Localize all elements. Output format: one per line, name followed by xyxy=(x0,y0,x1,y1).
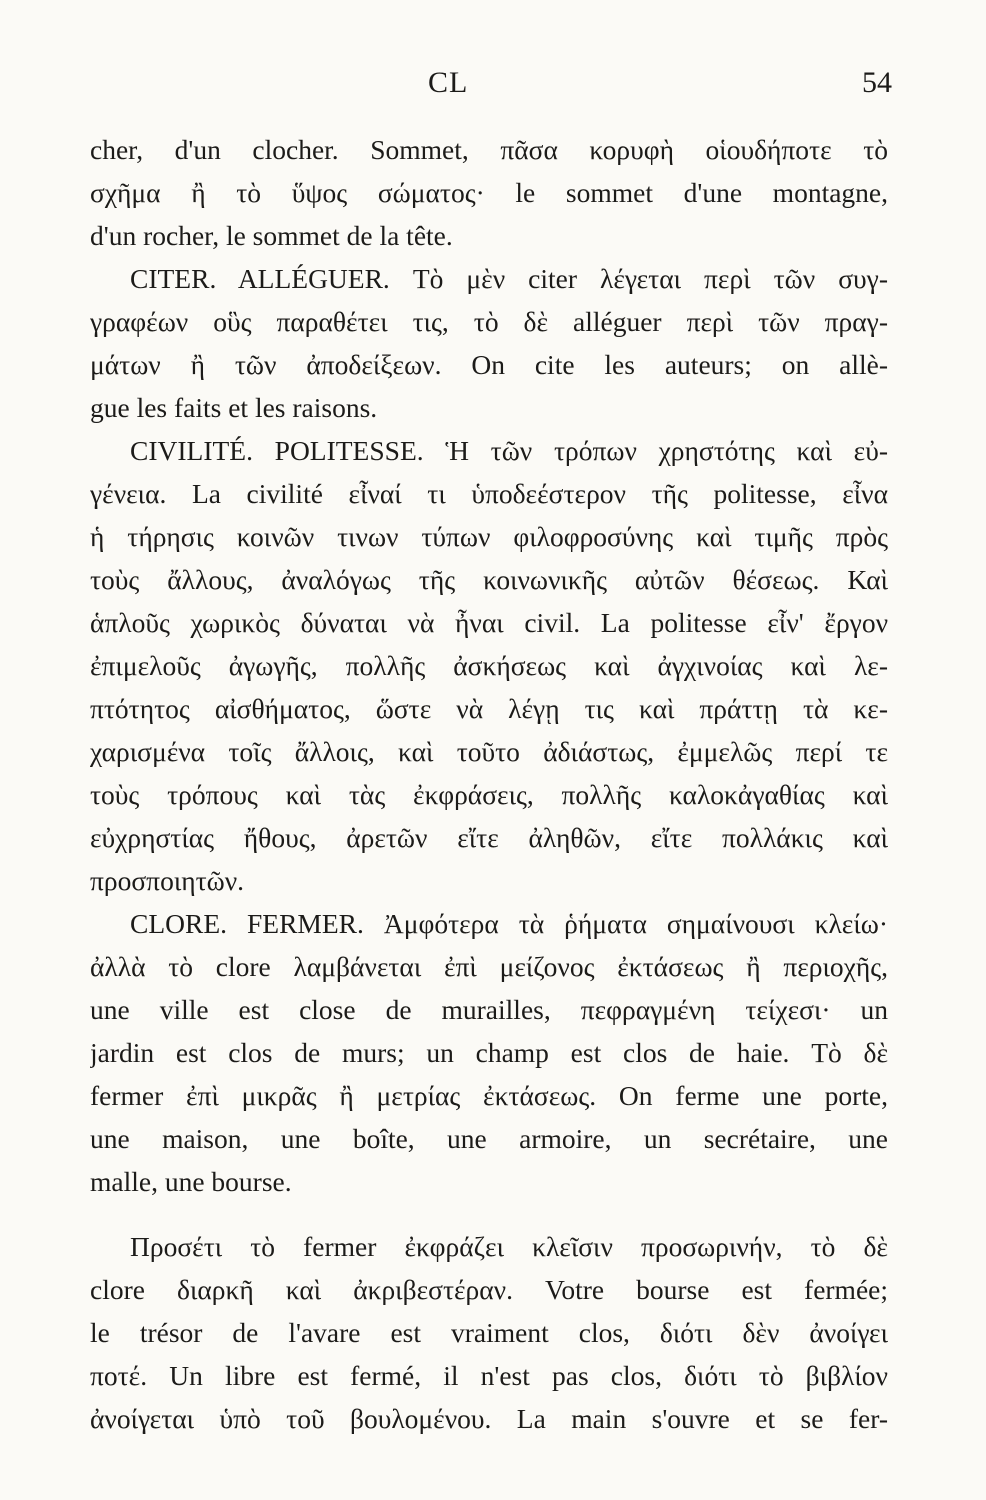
page-number: 54 xyxy=(862,66,892,99)
text-line: ἀλλὰ τὸ clore λαμβάνεται ἐπὶ μείζονος ἐκτάσεως ἢ περιοχῆς, xyxy=(90,951,888,982)
text-line: clore διαρκῆ καὶ ἀκριβεστέραν. Votre bourse est fermée; xyxy=(90,1274,888,1305)
text-line: fermer ἐπὶ μικρᾶς ἢ μετρίας ἐκτάσεως. On ferme une porte, xyxy=(90,1080,888,1111)
text-line: πτότητος αἰσθήματος, ὥστε νὰ λέγῃ τις καὶ πράττῃ τὰ κε- xyxy=(90,693,888,724)
text-line: Προσέτι τὸ fermer ἐκφράζει κλεῖσιν προσωρινήν, τὸ δὲ xyxy=(130,1231,888,1262)
text-line: une maison, une boîte, une armoire, un secrétaire, une xyxy=(90,1123,888,1154)
text-line: le trésor de l'avare est vraiment clos, διότι δὲν ἀνοίγει xyxy=(90,1317,888,1348)
text-line: malle, une bourse. xyxy=(90,1166,292,1197)
running-title: CL xyxy=(428,66,469,99)
text-line: CLORE. FERMER. Ἀμφότερα τὰ ῥήματα σημαίνουσι κλείω· xyxy=(130,908,888,939)
text-line: cher, d'un clocher. Sommet, πᾶσα κορυφὴ οἱουδήποτε τὸ xyxy=(90,134,888,165)
text-line: προσποιητῶν. xyxy=(90,865,245,896)
text-line: εὐχρηστίας ἤθους, ἀρετῶν εἴτε ἀληθῶν, εἴτε πολλάκις καὶ xyxy=(90,822,888,853)
text-line: χαρισμένα τοῖς ἄλλοις, καὶ τοῦτο ἀδιάστως, ἐμμελῶς περί τε xyxy=(90,736,888,767)
text-line: ἀνοίγεται ὑπὸ τοῦ βουλομένου. La main s'ouvre et se fer- xyxy=(90,1403,888,1434)
text-line: jardin est clos de murs; un champ est clos de haie. Τὸ δὲ xyxy=(90,1037,888,1068)
text-line: τοὺς τρόπους καὶ τὰς ἐκφράσεις, πολλῆς καλοκἀγαθίας καὶ xyxy=(90,779,888,810)
text-line: ἐπιμελοῦς ἀγωγῆς, πολλῆς ἀσκήσεως καὶ ἀγχινοίας καὶ λε- xyxy=(90,650,888,681)
text-line: CIVILITÉ. POLITESSE. Ἡ τῶν τρόπων χρηστότης καὶ εὐ- xyxy=(130,435,888,466)
text-line: CITER. ALLÉGUER. Τὸ μὲν citer λέγεται περὶ τῶν συγ- xyxy=(130,263,888,294)
text-line: d'un rocher, le sommet de la tête. xyxy=(90,220,453,251)
text-line: ἡ τήρησις κοινῶν τινων τύπων φιλοφροσύνης καὶ τιμῆς πρὸς xyxy=(90,521,888,552)
text-line: une ville est close de murailles, πεφραγμένη τείχεσι· un xyxy=(90,994,888,1025)
text-line: γραφέων οὓς παραθέτει τις, τὸ δὲ alléguer περὶ τῶν πραγ- xyxy=(90,306,888,337)
text-line: ἁπλοῦς χωρικὸς δύναται νὰ ἦναι civil. La politesse εἶν' ἔργον xyxy=(90,607,888,638)
text-line: ποτέ. Un libre est fermé, il n'est pas clos, διότι τὸ βιβλίον xyxy=(90,1360,888,1391)
text-line: gue les faits et les raisons. xyxy=(90,392,378,423)
page-header xyxy=(0,66,986,106)
text-line: γένεια. La civilité εἶναί τι ὑποδεέστερον τῆς politesse, εἶνα xyxy=(90,478,888,509)
text-line: σχῆμα ἢ τὸ ὕψος σώματος· le sommet d'une montagne, xyxy=(90,177,888,208)
text-line: τοὺς ἄλλους, ἀναλόγως τῆς κοινωνικῆς αὐτῶν θέσεως. Καὶ xyxy=(90,564,888,595)
text-line: μάτων ἢ τῶν ἀποδείξεων. On cite les auteurs; on allè- xyxy=(90,349,888,380)
body-text xyxy=(90,128,888,1440)
